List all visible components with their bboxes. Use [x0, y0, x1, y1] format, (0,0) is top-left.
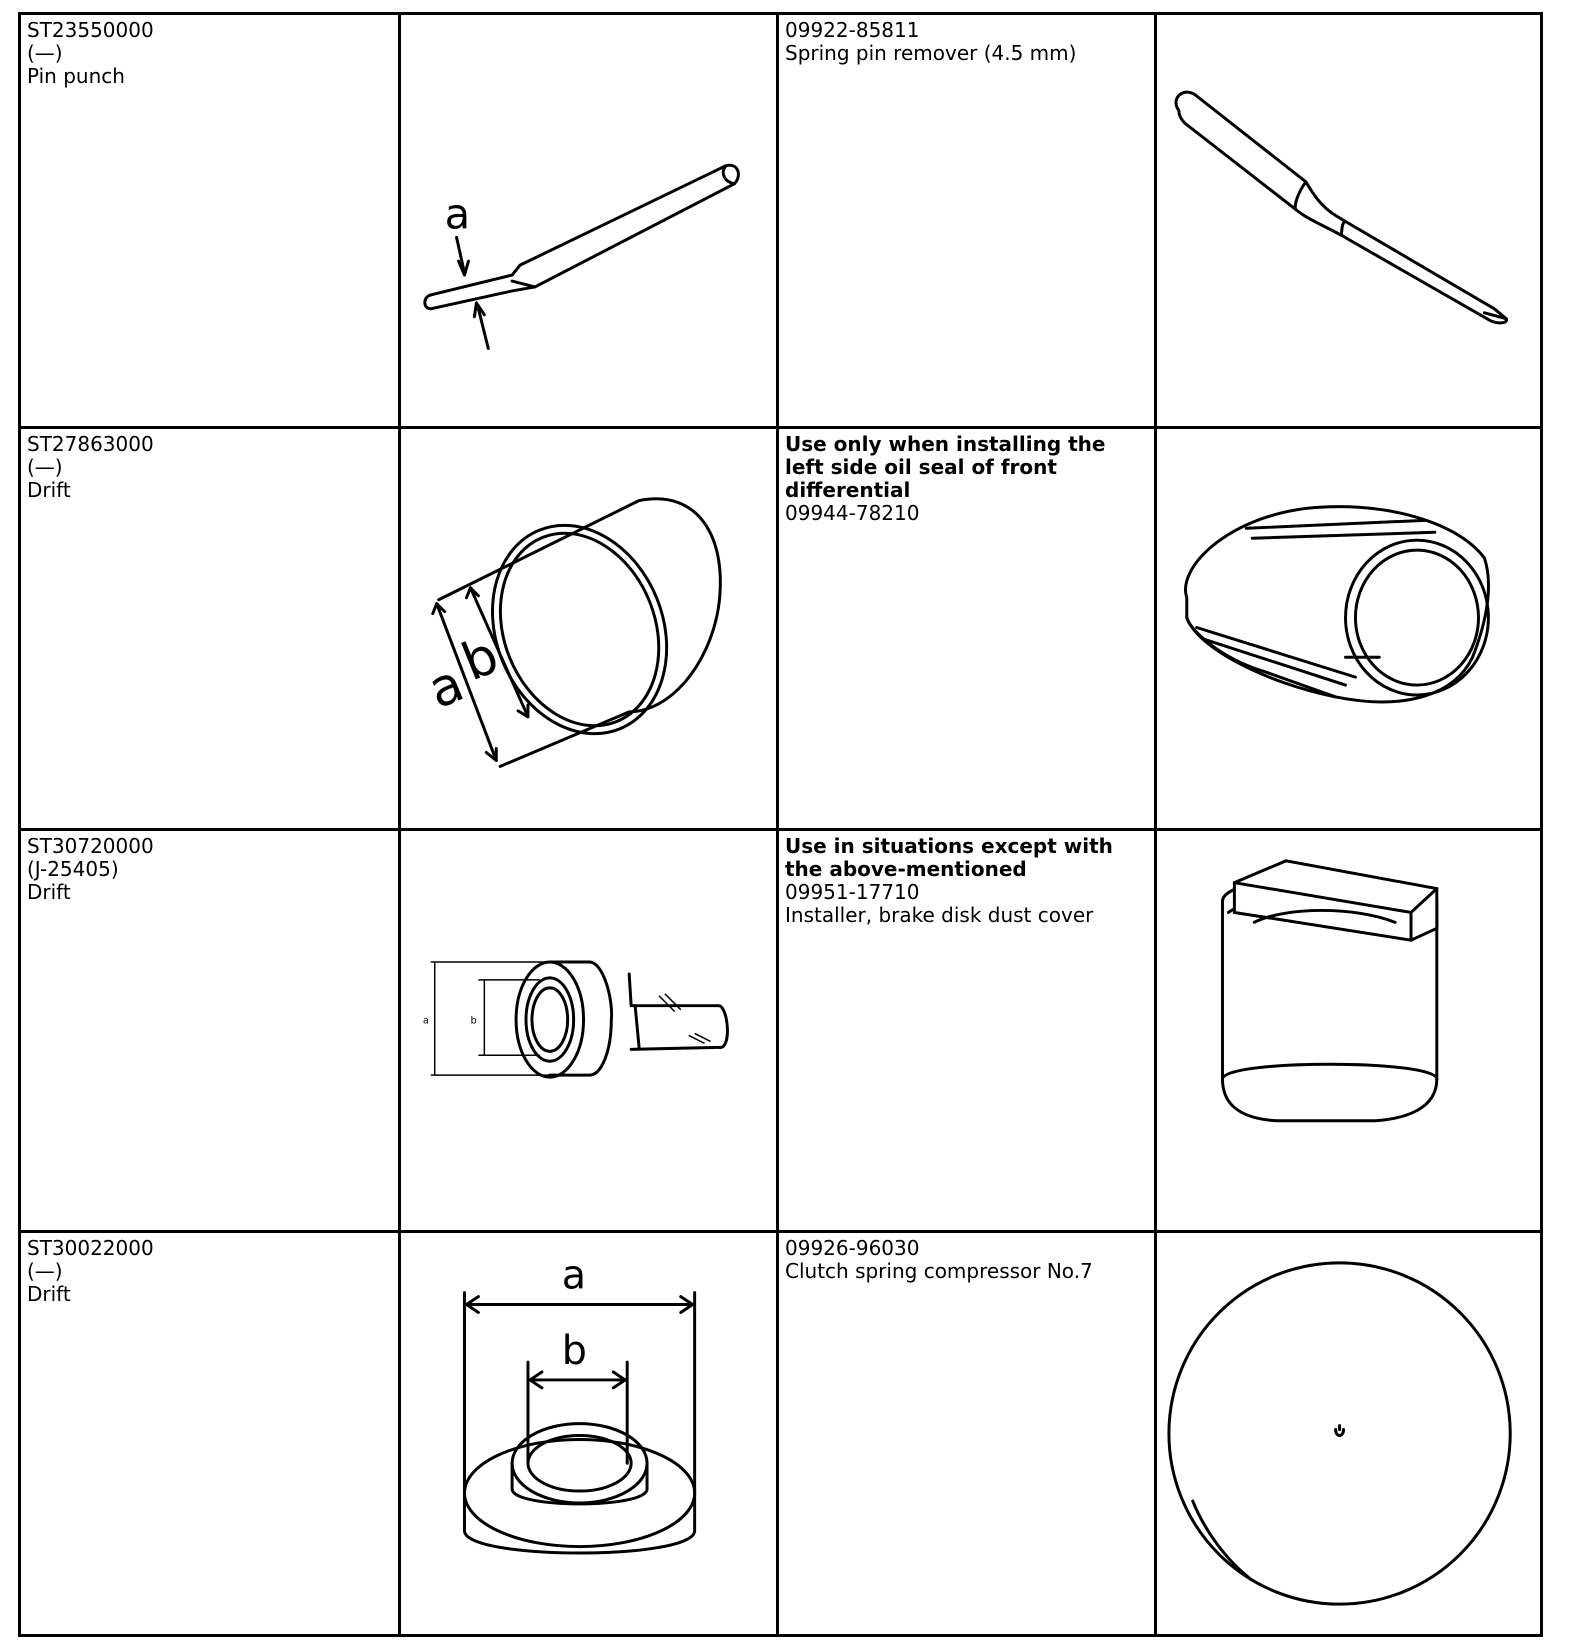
drift-sleeve-illustration [401, 429, 776, 828]
tool-name: Drift [27, 1282, 71, 1306]
pin-punch-illustration [401, 15, 776, 426]
usage-note: Use in situations except with the above-mentioned [785, 834, 1113, 881]
tool-name: Installer, brake disk dust cover [785, 903, 1094, 927]
tool-illustration-cell [400, 428, 778, 830]
drift-stepped-illustration [401, 831, 776, 1230]
alt-part-number: (—) [27, 41, 63, 65]
spring-pin-remover-illustration [1157, 15, 1540, 426]
tool-info-cell [20, 1232, 400, 1636]
part-number: ST23550000 [27, 18, 154, 42]
tool-illustration-cell [1156, 14, 1542, 428]
tool-info-cell [20, 14, 400, 428]
part-number: 09926-96030 [785, 1236, 920, 1260]
part-number: 09944-78210 [785, 501, 920, 525]
tool-illustration-cell [400, 1232, 778, 1636]
dimension-label-a: a [422, 1015, 429, 1027]
tool-name: Drift [27, 880, 71, 904]
part-number: 09951-17710 [785, 880, 920, 904]
table-row [20, 14, 1542, 428]
tool-illustration-cell [400, 14, 778, 428]
dimension-label-a: a [561, 1252, 587, 1299]
part-number: ST30022000 [27, 1236, 154, 1260]
dimension-label-a: a [444, 189, 471, 239]
tool-info-cell [778, 14, 1156, 428]
clutch-spring-compressor-illustration [1157, 1233, 1540, 1634]
tool-info-cell [20, 428, 400, 830]
alt-part-number: (—) [27, 455, 63, 479]
tool-name: Spring pin remover (4.5 mm) [785, 41, 1077, 65]
part-number: 09922-85811 [785, 18, 920, 42]
oil-seal-installer-illustration [1157, 429, 1540, 828]
tool-info-cell [778, 830, 1156, 1232]
dimension-label-b: b [453, 625, 507, 694]
dimension-label-b: b [561, 1328, 587, 1375]
tool-info-cell [20, 830, 400, 1232]
tool-illustration-cell [1156, 830, 1542, 1232]
tool-name: Pin punch [27, 64, 125, 88]
usage-note: Use only when installing the left side oil seal of front differential [785, 432, 1106, 502]
tool-illustration-cell [1156, 428, 1542, 830]
tool-name: Clutch spring compressor No.7 [785, 1259, 1093, 1283]
dimension-label-b: b [470, 1015, 477, 1027]
dimension-label-a: a [420, 653, 472, 721]
table-row [20, 428, 1542, 830]
tool-name: Drift [27, 478, 71, 502]
alt-part-number: (—) [27, 1259, 63, 1283]
special-tools-table [18, 12, 1543, 1637]
tool-illustration-cell [1156, 1232, 1542, 1636]
dust-cover-installer-illustration [1157, 831, 1540, 1230]
part-number: ST27863000 [27, 432, 154, 456]
drift-flanged-illustration [401, 1233, 776, 1634]
table-row [20, 830, 1542, 1232]
alt-part-number: (J-25405) [27, 857, 119, 881]
tool-info-cell [778, 428, 1156, 830]
part-number: ST30720000 [27, 834, 154, 858]
tool-illustration-cell [400, 830, 778, 1232]
table-row [20, 1232, 1542, 1636]
tool-info-cell [778, 1232, 1156, 1636]
